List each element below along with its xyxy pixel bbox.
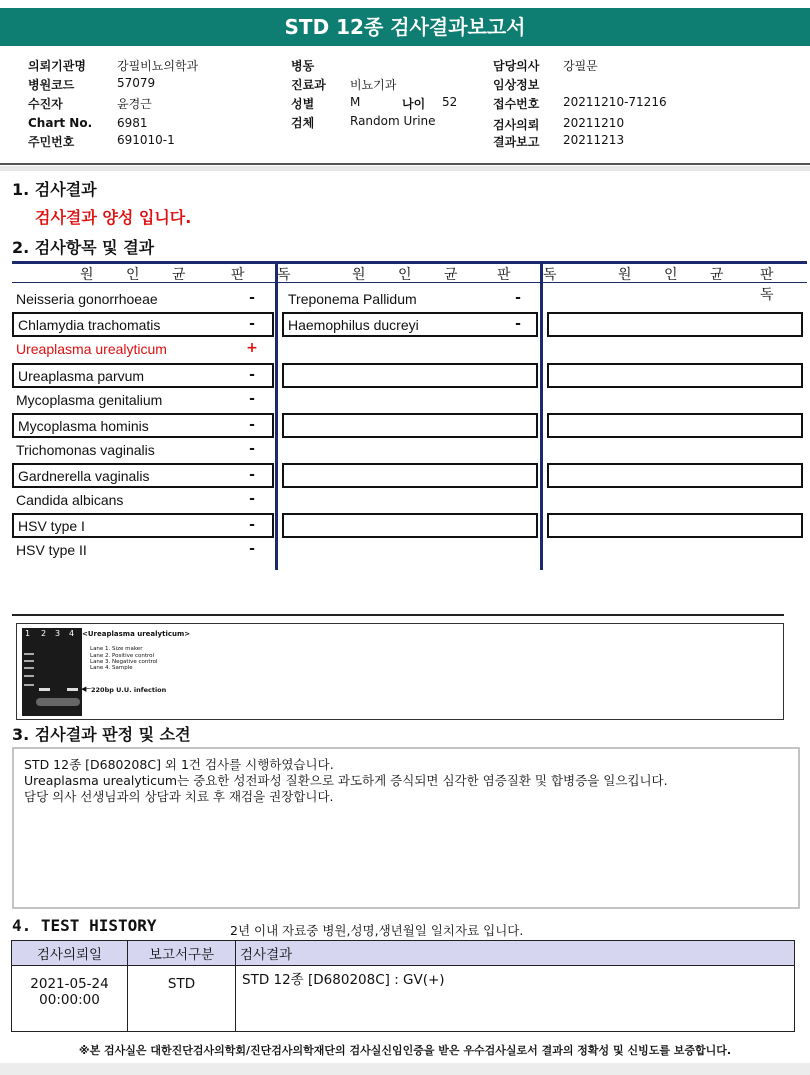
- ladder-band: [24, 675, 34, 677]
- judgement: -: [249, 417, 255, 433]
- info-value: 비뇨기과: [350, 78, 397, 92]
- gel-legend-item: Lane 3. Negative control: [90, 659, 158, 665]
- pathogen-name: Candida albicans: [16, 492, 124, 508]
- footer-shadow: [0, 1063, 810, 1075]
- info-value: 691010-1: [117, 133, 175, 147]
- pathogen-name: Mycoplasma hominis: [18, 418, 149, 434]
- pathogen-row: [12, 439, 274, 463]
- pathogen-row: [12, 463, 274, 488]
- ladder-band: [24, 684, 34, 686]
- gel-electrophoresis-panel: [16, 623, 784, 720]
- info-label: 의뢰기관명: [28, 59, 86, 73]
- history-header-row: [12, 941, 795, 966]
- info-label: 주민번호: [28, 135, 75, 149]
- info-label: 나이: [402, 97, 426, 111]
- sample-band: [67, 688, 78, 691]
- history-note: 2년 이내 자료중 병원,성명,생년월일 일치자료 입니다.: [230, 923, 524, 938]
- section-divider: [12, 614, 784, 616]
- lane-label: 1: [25, 629, 31, 638]
- header-shadow: [0, 166, 810, 171]
- empty-row: [547, 312, 803, 337]
- judgement: -: [249, 441, 255, 457]
- info-value: 6981: [117, 116, 148, 130]
- info-label: 검사의뢰: [493, 118, 540, 132]
- empty-row: [282, 413, 538, 438]
- pathogen-row: [12, 338, 274, 362]
- judgement: -: [249, 517, 255, 533]
- judgement: -: [249, 541, 255, 557]
- info-label: 진료과: [291, 78, 326, 92]
- pathogen-row: [12, 389, 274, 413]
- info-value: 20211210-71216: [563, 95, 667, 109]
- judgement: -: [249, 391, 255, 407]
- gel-band-label: 220bp U.U. infection: [91, 686, 167, 694]
- judgement: -: [249, 316, 255, 332]
- pathogen-row: [12, 489, 274, 513]
- info-value: M: [350, 95, 361, 109]
- header-divider: [0, 163, 810, 165]
- pathogen-name: Trichomonas vaginalis: [16, 442, 155, 458]
- judgement: -: [515, 316, 521, 332]
- pathogen-name: HSV type II: [16, 542, 87, 558]
- info-label: 병동: [291, 59, 315, 73]
- judgement: -: [249, 367, 255, 383]
- judgement: -: [249, 491, 255, 507]
- arrow-icon: ◀─: [81, 685, 91, 693]
- column-header-pathogen: 원 인 균: [618, 267, 738, 283]
- pathogen-row: [12, 539, 274, 563]
- gel-legend-item: Lane 4. Sample: [90, 665, 133, 671]
- finding-line: Ureaplasma urealyticum는 중요한 성전파성 질환으로 과도하게 증식되면 심각한 염증질환 및 합병증을 일으킵니다.: [24, 773, 668, 788]
- info-label: 담당의사: [493, 59, 540, 73]
- column-divider: [275, 261, 278, 570]
- info-value: 57079: [117, 76, 156, 90]
- ladder-band: [24, 653, 34, 655]
- history-header: 검사의뢰일: [12, 941, 128, 966]
- findings-box: [12, 747, 800, 909]
- lane-label: 3: [55, 629, 61, 638]
- gel-image: [22, 628, 82, 716]
- info-value: 강필문: [563, 59, 598, 73]
- pathogen-row: [12, 363, 274, 388]
- pathogen-row: [12, 513, 274, 538]
- pathogen-name: Treponema Pallidum: [288, 291, 417, 307]
- column-header-pathogen: 원 인 균: [80, 267, 200, 283]
- pathogen-row: [282, 288, 538, 312]
- info-label: 병원코드: [28, 78, 75, 92]
- history-type: STD: [128, 966, 236, 1032]
- history-date-day: 2021-05-24: [30, 976, 109, 992]
- primer-glow: [36, 698, 80, 706]
- gel-legend-item: Lane 1. Size maker: [90, 646, 143, 652]
- info-value: 20211210: [563, 116, 625, 130]
- empty-row: [547, 413, 803, 438]
- empty-row: [282, 363, 538, 388]
- pathogen-row: [12, 312, 274, 337]
- history-header: 보고서구분: [128, 941, 236, 966]
- gel-legend-item: Lane 2. Positive control: [90, 653, 155, 659]
- info-value: 강필비뇨의학과: [117, 59, 199, 73]
- info-label: 접수번호: [493, 97, 540, 111]
- pathogen-row: [12, 288, 274, 312]
- column-header-judge: 판 독: [760, 267, 788, 303]
- info-value: 20211213: [563, 133, 625, 147]
- pathogen-name: Ureaplasma parvum: [18, 368, 145, 384]
- info-label: 수진자: [28, 97, 63, 111]
- overall-result: 검사결과 양성 입니다.: [35, 208, 192, 227]
- lane-label: 2: [41, 629, 47, 638]
- history-date-time: 00:00:00: [39, 992, 100, 1008]
- column-divider: [540, 261, 543, 570]
- info-label: 성별: [291, 97, 315, 111]
- judgement: -: [249, 467, 255, 483]
- ladder-band: [24, 660, 34, 662]
- info-label: Chart No.: [28, 116, 93, 130]
- finding-line: STD 12종 [D680208C] 외 1건 검사를 시행하였습니다.: [24, 757, 334, 772]
- empty-row: [282, 463, 538, 488]
- empty-row: [547, 463, 803, 488]
- info-label: 결과보고: [493, 135, 540, 149]
- gel-title: <Ureaplasma urealyticum>: [82, 630, 191, 638]
- history-date: [12, 966, 128, 1032]
- section-2-heading: 2. 검사항목 및 결과: [12, 238, 155, 257]
- history-result: STD 12종 [D680208C] : GV(+): [236, 966, 795, 1032]
- pathogen-row: [282, 312, 538, 337]
- pathogen-name: Mycoplasma genitalium: [16, 392, 163, 408]
- judgement: -: [249, 290, 255, 306]
- section-1-heading: 1. 검사결과: [12, 180, 97, 199]
- judgement: -: [515, 290, 521, 306]
- pathogen-name: Gardnerella vaginalis: [18, 468, 150, 484]
- info-value: 윤경근: [117, 97, 152, 111]
- judgement: +: [246, 340, 258, 356]
- ladder-band: [24, 667, 34, 669]
- info-value: Random Urine: [350, 114, 436, 128]
- section-3-heading: 3. 검사결과 판정 및 소견: [12, 725, 191, 744]
- info-label: 검체: [291, 116, 315, 130]
- lane-label: 4: [69, 629, 75, 638]
- info-value: 52: [442, 95, 458, 109]
- column-header-pathogen: 원 인 균: [352, 267, 472, 283]
- section-4-heading: 4. TEST HISTORY: [12, 916, 157, 935]
- pathogen-name: Ureaplasma urealyticum: [16, 341, 167, 357]
- column-header-judge: 판 독: [497, 267, 571, 283]
- pathogen-name: Chlamydia trachomatis: [18, 317, 161, 333]
- sample-band: [39, 688, 50, 691]
- history-header: 검사결과: [236, 941, 795, 966]
- column-header-judge: 판 독: [231, 267, 305, 283]
- history-table: [11, 940, 795, 1032]
- report-title: STD 12종 검사결과보고서: [0, 8, 810, 46]
- pathogen-name: Haemophilus ducreyi: [288, 317, 419, 333]
- info-label: 임상정보: [493, 78, 540, 92]
- empty-row: [547, 363, 803, 388]
- history-row: [12, 966, 795, 1032]
- empty-row: [547, 513, 803, 538]
- info-block: [0, 56, 810, 156]
- footer-note: ※본 검사실은 대한진단검사의학회/진단검사의학재단의 검사실신임인증을 받은 우수검사실로서 결과의 정확성 및 신빙도를 보증합니다.: [78, 1044, 732, 1057]
- pathogen-name: Neisseria gonorrhoeae: [16, 291, 158, 307]
- pathogen-name: HSV type I: [18, 518, 85, 534]
- finding-line: 담당 의사 선생님과의 상담과 치료 후 재검을 권장합니다.: [24, 789, 334, 804]
- empty-row: [282, 513, 538, 538]
- pathogen-row: [12, 413, 274, 438]
